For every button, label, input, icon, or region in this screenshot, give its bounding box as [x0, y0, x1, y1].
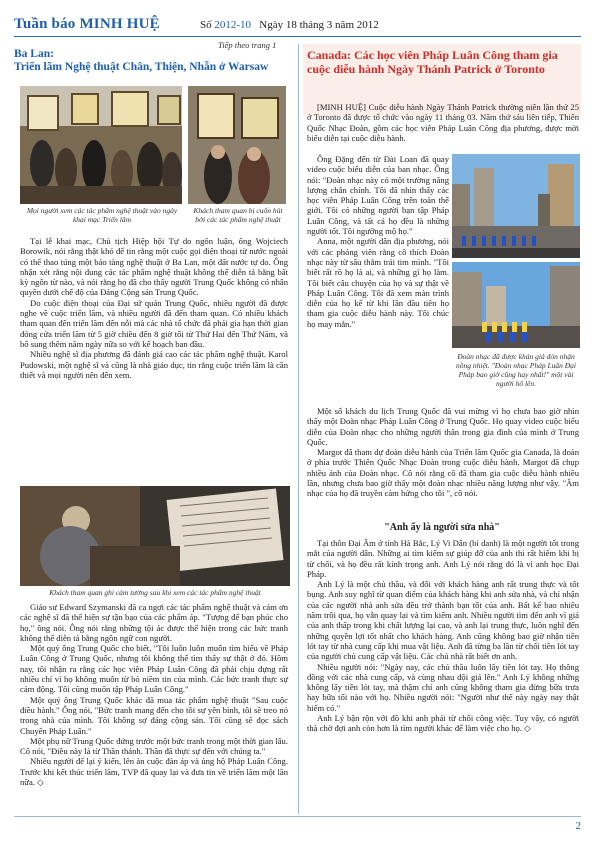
right-paragraph: Anna, một người dân địa phương, nói với các phóng viên rằng cô thích Đoàn nhạc này từ sâu thẳm trái tim mình. "Tôi biết rất rõ họ là ai, và những gì họ làm. Tôi biết câu chuyện của họ và sự thật về Pháp Luân Công. Tôi đã xem màn trình diễn của họ kể từ khi lần đầu tiên họ tham gia cuộc diễu hành này. Tôi chúc họ may mắn."	[307, 236, 449, 329]
footer-rule	[14, 816, 581, 817]
left-paragraph: Một quý ông Trung Quốc khác đã mua tác phẩm nghệ thuật "Sau cuộc điều hành." Ông nói, "Bức tranh mang đến cho tôi sự yên bình, tôi sẽ treo nó trong nhà của mình. Tôi không sợ đảng cộng sản. Tôi cũng sẽ đọc sách Chuyển Pháp Luân."	[20, 694, 288, 736]
issue-date: Ngày 18 tháng 3 năm 2012	[259, 19, 379, 31]
exhibition-photo-2	[188, 86, 286, 204]
right-paragraph: [MINH HUỆ] Cuộc diễu hành Ngày Thánh Patrick thường niên lần thứ 25 ở Toronto đã được tổ chức vào ngày 11 tháng 03. Năm thứ sáu liên tiếp, Thiên Quốc Nhạc Đoàn, gồm các học viên Pháp Luân Công địa phương, được mời biểu diễn tại cuộc diễu hành.	[307, 102, 579, 143]
left-paragraph: Nhiều nghệ sĩ địa phương đã đánh giá cao các tác phẩm nghệ thuật. Karol Pudowski, một nghệ sĩ và cũng là nhà giáo dục, tin rằng cuộc triển lãm là cần thiết và mọi người nên đến xem.	[20, 349, 288, 380]
right-paragraph: Anh Lý là một chủ thầu, và đối với khách hàng anh rất trung thực và tốt bụng. Anh suy nghĩ từ quan điểm của khách hàng khi anh sửa nhà, và chỉ nhận của các người nhà anh sửa đều trở thành bạn tốt của anh. Bất kể bao nhiêu năm trôi qua, họ vẫn quay lại và tìm kiếm anh. Nhiều người tìm đến anh vì giá của anh thấp trong khi chất lượng lại cao, và anh lại trung thực, luôn nghĩ đến những quyền lợi tốt nhất cho khách hàng. Anh cũng không bao giờ nhận tiền lót tay từ nhà cung cấp khi mua vật liệu. Anh đã từng ba lần từ chối tiền lót tay của người chủ cung cấp vật liệu. Các chủ nhà rất biết ơn anh.	[307, 579, 579, 662]
right-paragraph: Tại thôn Đại Âm ở tỉnh Hà Bắc, Lý Vi Dân (bí danh) là một người tốt trong mắt của người dân. Những ai tìm kiếm sự giúp đỡ của anh thì rất hiếm khi bị từ chối, và họ đều rất kính trọng anh. Anh Lý nói rằng đó là vì anh học Đại Pháp.	[307, 538, 579, 579]
left-paragraph: Giáo sư Edward Szymanski đã ca ngợi các tác phẩm nghệ thuật và cảm ơn các nghệ sĩ đã thể hiện sự tận bạo của các phẩm áp. "Tượng để bạn phúc cho họ," ông nói. Ông nói rằng những tội ác được thể hiện trong các bức tranh không thể diễn tả bằng ngôn ngữ con người.	[20, 602, 288, 643]
right-paragraph: Nhiều người nói: "Ngày nay, các chủ thầu luôn lấy tiền lót tay. Họ thông đồng với các nhà cung cấp, và cùng nhau đội giá lên." Anh Lý không những không lấy tiền lót tay, mà thậm chí anh cũng không tham gia đừng bữa trưa hay bữa tối nào với họ. Nhiều người nói: "Người như thế này ngày nay thật hiếm có."	[307, 661, 579, 713]
issue-prefix: Số	[200, 19, 212, 31]
right-paragraph: Ông Đặng đến từ Đài Loan đã quay video cuộc biểu diễn của ban nhạc. Ông nói: "Đoàn nhạc này có một trường năng lượng chân chính. Tôi đã nhìn thấy các học viên Pháp Luân Công trên toàn thế giới. Tôi có những người bạn tập Pháp Luân Công, và tất cả họ đều là những người tốt. Tôi ngưỡng mộ họ."	[307, 154, 449, 237]
continued-note: Tiếp theo trang 1	[218, 40, 277, 50]
right-body-wide	[307, 406, 579, 499]
right-paragraph: Margot đã tham dự đoàn diễu hành của Triển lãm Quốc gia Canada, là đoàn ở phía trước Thiên Quốc Nhạc Đoàn trong cuộc diễu hành. Margot đã chụp nhiều ảnh của Đoàn nhạc. Cô nói rằng cô đã tham gia cuộc diễu hành nhiều lần, nhưng chưa bao giờ thấy một đoàn nhạc nhiều năng lượng như vậy. "Âm nhạc của họ đã truyền cảm hứng cho tôi ", cô nói.	[307, 447, 579, 499]
photo-1-caption: Mọi người xem các tác phẩm nghệ thuật vào ngày khai mạc Triển lãm	[26, 206, 178, 224]
parade-photo-2-image	[452, 262, 580, 348]
photo-2-caption: Khách tham quan bị cuốn hút bởi các tác phẩm nghệ thuật	[193, 206, 283, 224]
exhibition-photo-1-image	[20, 86, 182, 204]
left-paragraph: Tại lễ khai mạc, Chủ tịch Hiệp hội Tự do ngôn luận, ông Wojciech Borowik, nói rằng thật khó để tin rằng một cuộc gọi điện thoại từ nước ngoài có thể thao túng một bảo tàng nghệ thuật ở Ba Lan, một đất nước tự do. Ông nhận xét rằng nội dung các tác phẩm nghệ thuật không thể diễn tả bằng bất kỳ ngôn từ nào, và nói rằng họ đã cho thấy người Trung Quốc không có nhân quyền dưới chế độ của Đảng Cộng sản Trung Quốc.	[20, 236, 288, 298]
right-article-title: Canada: Các học viên Pháp Luân Công tham gia cuộc diễu hành Ngày Thánh Patrick ở Toronto	[307, 48, 558, 76]
parade-photo-2	[452, 262, 580, 348]
exhibition-photo-3	[20, 486, 290, 586]
left-paragraph: Nhiều người để lại ý kiến, lên án cuộc đàn áp và ủng hộ Pháp Luân Công. Trước khi kết thúc triển lãm, TVP đã quay lại và đưa tin về triển lãm một lần nữa. ◇	[20, 756, 288, 788]
left-body-part1	[20, 236, 288, 380]
right-paragraph: Một số khách du lịch Trung Quốc đã vui mừng vì họ chưa bao giờ nhìn thấy một Đoàn nhạc Pháp Luân Công ở Trung Quốc. Họ quay video cuộc biểu diễn của Đoàn nhạc cho những người thân trong gia đình của mình ở Trung Quốc.	[307, 406, 579, 447]
page-number: 2	[575, 820, 581, 832]
parade-photo-1-image	[452, 154, 580, 258]
parade-photo-caption: Đoàn nhạc đã được khán giả đón nhận nồng nhiệt. "Đoàn nhạc Pháp Luân Đại Pháp bao giờ cũng hay nhất!" một vài người hô lên.	[455, 352, 577, 388]
left-paragraph: Một quý ông Trung Quốc cho biết, "Tôi luôn luôn muốn tìm hiểu về Pháp Luân Công ở Trung Quốc, nhưng tôi không thể tìm thấy sự thật ở đó. Hôm nay, tôi nhận ra rằng các học viên Pháp Luân Công đã phải chịu đựng rất nhiều chỉ vì họ không muốn từ bỏ niềm tin của mình. Các bức tranh thực sự cảm động. Tôi cũng muốn tập Pháp Luân Công."	[20, 643, 288, 695]
issue-info	[200, 19, 379, 31]
left-article-title	[14, 48, 294, 74]
parade-photo-1	[452, 154, 580, 258]
right-subheading: "Anh ấy là người sửa nhà"	[384, 522, 500, 533]
exhibition-photo-2-image	[188, 86, 286, 204]
left-paragraph: Một phụ nữ Trung Quốc đứng trước một bức tranh trong một thời gian lâu. Cô nói, "Điều này là từ Thần thánh. Thần đã thực sự đến với chúng ta."	[20, 735, 288, 757]
right-body-lower	[307, 538, 579, 734]
exhibition-photo-3-image	[20, 486, 290, 586]
right-intro	[307, 102, 579, 143]
left-paragraph: Do cuộc điện thoại của Đại sứ quán Trung Quốc, nhiều người đã được nghe về cuộc triển lãm, và nhiều người đã đến tham quan. Có nhiều khách tham quan đến triển lãm đến nỗi mà các nhà tổ chức đã phải gia hạn thời gian đóng cửa triển lãm từ 5 giờ chiều đến 8 giờ tối từ Thứ Hai đến Thứ Năm, và bổ sung thêm năm ngày nữa so với kế hoạch ban đầu.	[20, 297, 288, 349]
left-body-part2	[20, 602, 288, 787]
photo-3-caption: Khách tham quan ghi cảm tưởng sau khi xem các tác phẩm nghệ thuật	[49, 588, 261, 597]
left-title-line1: Ba Lan:	[14, 48, 54, 60]
left-title-line2: Triển lãm Nghệ thuật Chân, Thiện, Nhẫn ở Warsaw	[14, 61, 269, 73]
newspaper-brand: Tuần báo MINH HUỆ	[14, 16, 160, 32]
column-divider	[298, 44, 299, 814]
issue-number: 2012-10	[214, 19, 252, 31]
right-narrow-body	[307, 154, 449, 329]
right-paragraph: Anh Lý bận rộn với đồ khi anh phải từ chối công việc. Tuy vậy, có người thà chờ đợi anh còn hơn là tìm người khác để làm việc cho họ. ◇	[307, 713, 579, 734]
exhibition-photo-1	[20, 86, 182, 204]
masthead	[14, 12, 581, 37]
